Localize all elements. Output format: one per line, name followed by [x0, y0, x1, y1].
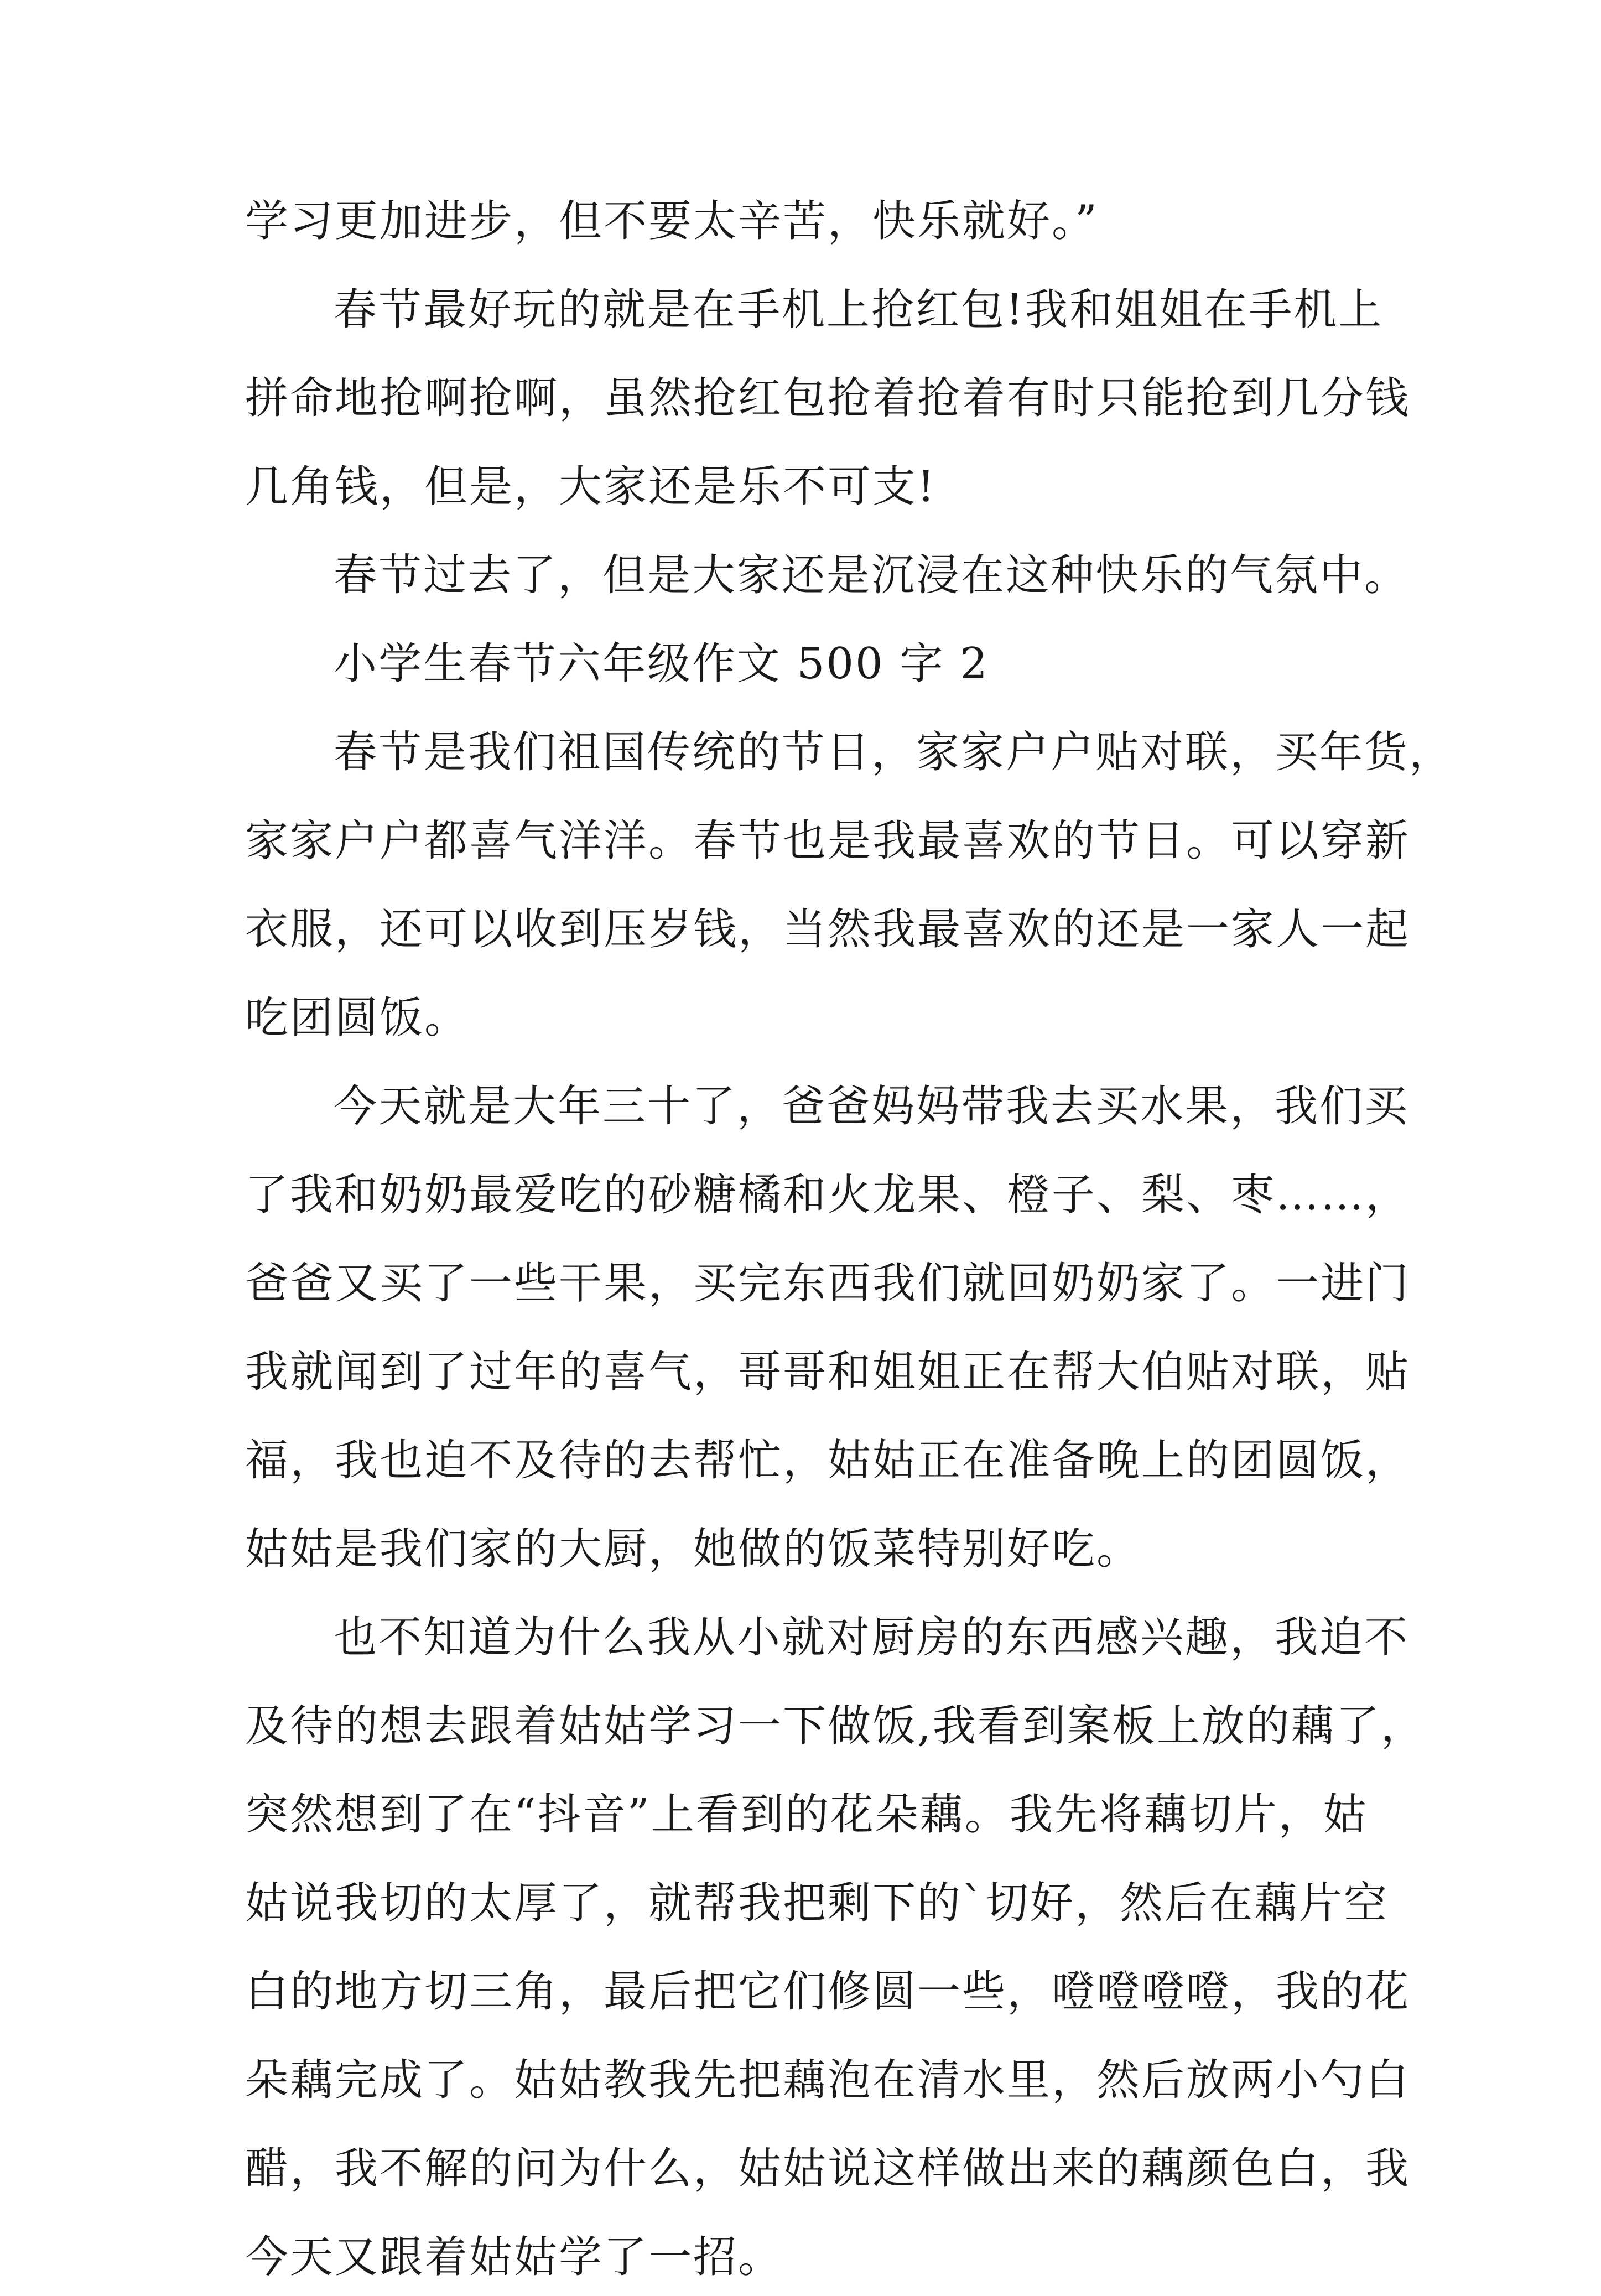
section-heading: 小学生春节六年级作文 500 字 2	[334, 639, 989, 689]
text-line: 学习更加进步，但不要太辛苦，快乐就好。”	[245, 196, 1099, 246]
text-line: 醋，我不解的问为什么，姑姑说这样做出来的藕颜色白，我	[245, 2144, 1411, 2194]
text-line: 家家户户都喜气洋洋。春节也是我最喜欢的节日。可以穿新	[245, 816, 1411, 866]
text-line: 吃团圆饭。	[245, 993, 470, 1043]
text-line: 白的地方切三角，最后把它们修圆一些，噔噔噔噔，我的花	[245, 1967, 1411, 2017]
text-line: 朵藕完成了。姑姑教我先把藕泡在清水里，然后放两小勺白	[245, 2055, 1411, 2105]
text-line: 我就闻到了过年的喜气，哥哥和姐姐正在帮大伯贴对联，贴	[245, 1347, 1411, 1397]
text-line: 几角钱，但是，大家还是乐不可支!	[245, 462, 937, 512]
text-line: 拼命地抢啊抢啊，虽然抢红包抢着抢着有时只能抢到几分钱	[245, 373, 1411, 423]
text-line: 及待的想去跟着姑姑学习一下做饭,我看到案板上放的藕了，	[245, 1701, 1426, 1751]
text-line: 春节是我们祖国传统的节日，家家户户贴对联，买年货，	[334, 728, 1454, 777]
text-line: 春节最好玩的就是在手机上抢红包!我和姐姐在手机上	[334, 285, 1384, 335]
text-line: 了我和奶奶最爱吃的砂糖橘和火龙果、橙子、梨、枣……，	[245, 1170, 1411, 1220]
text-line: 春节过去了，但是大家还是沉浸在这种快乐的气氛中。	[334, 550, 1410, 600]
text-line: 福，我也迫不及待的去帮忙，姑姑正在准备晚上的团圆饭，	[245, 1436, 1411, 1485]
text-line: 今天又跟着姑姑学了一招。	[245, 2232, 783, 2282]
text-line: 突然想到了在“抖音”上看到的花朵藕。我先将藕切片，姑	[245, 1790, 1368, 1840]
text-line: 姑姑是我们家的大厨，她做的饭菜特别好吃。	[245, 1524, 1142, 1574]
text-line: 今天就是大年三十了，爸爸妈妈带我去买水果，我们买	[334, 1082, 1410, 1131]
text-line: 姑说我切的太厚了，就帮我把剩下的`切好，然后在藕片空	[245, 1878, 1389, 1928]
text-line: 也不知道为什么我从小就对厨房的东西感兴趣，我迫不	[334, 1613, 1410, 1663]
text-line: 爸爸又买了一些干果，买完东西我们就回奶奶家了。一进门	[245, 1259, 1411, 1308]
text-line: 衣服，还可以收到压岁钱，当然我最喜欢的还是一家人一起	[245, 905, 1411, 954]
